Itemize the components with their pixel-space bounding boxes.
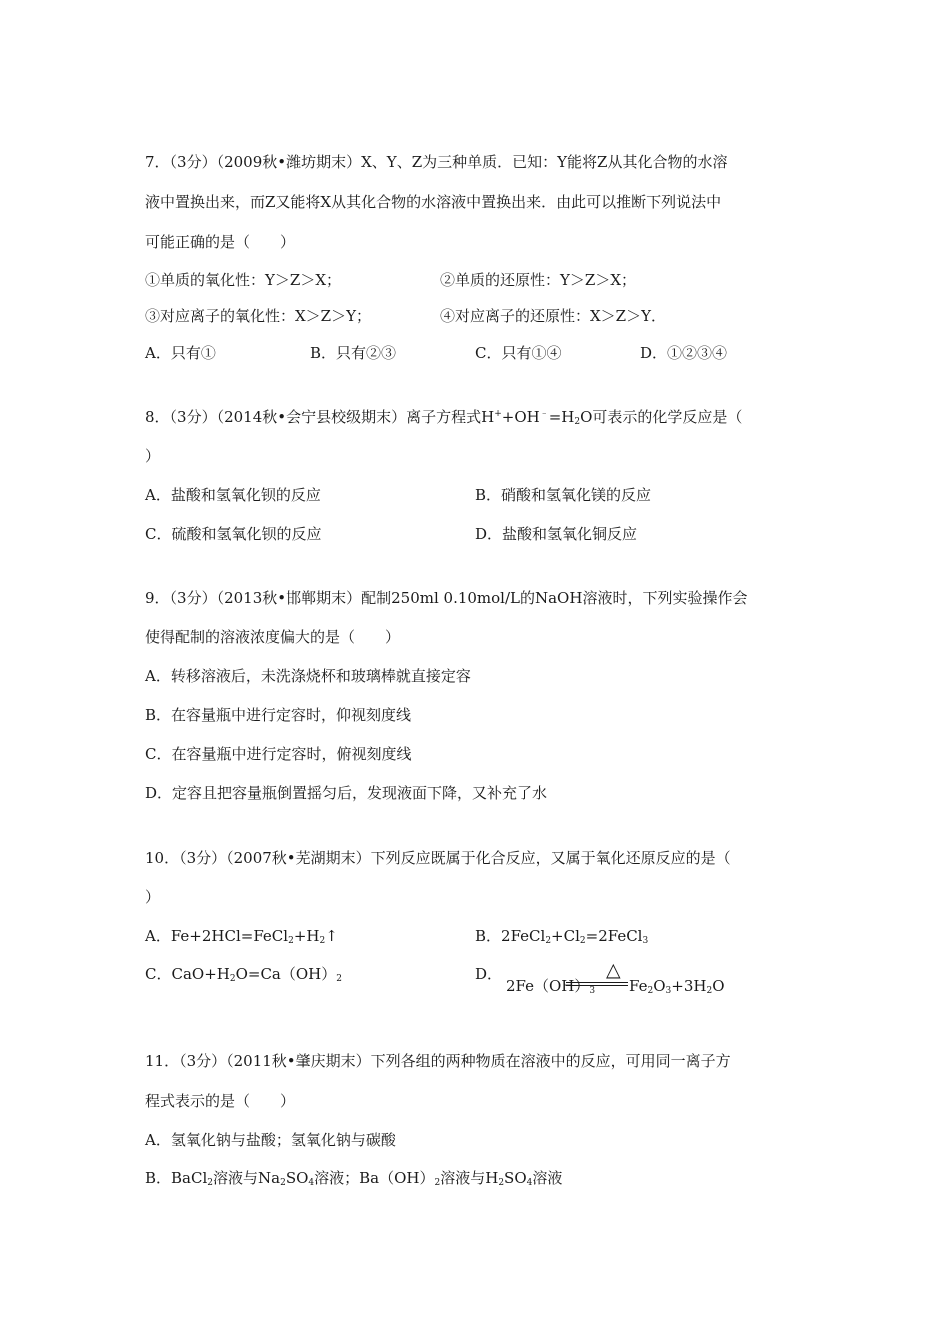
q10-d-rhs-sub-3: 2 [706,986,713,996]
q9-option-d[interactable]: D．定容且把容量瓶倒置摇匀后，发现液面下降，又补充了水 [145,784,548,802]
q10-d-rhs [629,976,725,996]
heating-triangle-icon: △ [606,959,621,981]
q10-c-text: C．CaO+H [145,965,230,983]
q7-stem-line-2: 液中置换出来，而Z又能将X从其化合物的水溶液中置换出来．由此可以推断下列说法中 [145,193,722,211]
q11-stem-line-2: 程式表示的是（ ） [145,1092,296,1110]
q10-d-rhs-sub-2: 3 [665,986,672,996]
q7-option-c[interactable]: C．只有①④ [475,344,562,362]
q7-statement-3: ③对应离子的氧化性：X＞Z＞Y； [145,307,372,325]
q7-option-d[interactable]: D．①②③④ [640,344,728,362]
q10-a-up-arrow: ↑ [325,927,338,945]
q10-d-rhs-sub-1: 2 [647,986,654,996]
q10-d-rhs-post: O [712,977,725,995]
q7-option-a[interactable]: A．只有① [145,344,216,362]
q8-eq-pre: =H [548,408,575,426]
q10-a-mid: +H [293,927,320,945]
q11-b-mid-2: SO [285,1169,309,1187]
q11-b-sub-4: 2 [434,1178,441,1188]
q7-stem-line-1: 7．（3分）（2009秋•潍坊期末）X、Y、Z为三种单质．已知：Y能将Z从其化合物的水溶 [145,153,728,171]
q11-b-sub-2: 2 [280,1178,286,1188]
q11-option-a[interactable]: A．氢氧化钠与盐酸；氢氧化钠与碳酸 [145,1131,396,1149]
q11-b-sub-1: 2 [207,1178,213,1188]
q7-statement-1: ①单质的氧化性：Y＞Z＞X； [145,271,342,289]
q10-stem-line-1: 10．（3分）（2007秋•芜湖期末）下列反应既属于化合反应，又属于氧化还原反应的是（ [145,849,731,867]
reaction-double-line-top [566,982,628,983]
q10-c-sub-2: 2 [336,974,342,984]
q7-statement-4: ④对应离子的还原性：X＞Z＞Y． [440,307,667,325]
q10-b-mid: +Cl [551,927,580,945]
q10-b-text: B．2FeCl [475,927,546,945]
q10-b-sub-1: 2 [545,936,552,946]
q10-a-sub-1: 2 [288,936,294,946]
q7-stem-line-3: 可能正确的是（ ） [145,233,296,251]
q11-b-sub-5: 2 [498,1178,505,1188]
q8-minus-sup: ﹣ [539,409,549,419]
q11-stem-line-1: 11．（3分）（2011秋•肇庆期末）下列各组的两种物质在溶液中的反应，可用同一离子方 [145,1052,731,1070]
q8-option-b[interactable]: B．硝酸和氢氧化镁的反应 [475,486,652,504]
q10-option-a[interactable] [145,926,338,946]
q10-d-rhs-mid: O [653,977,666,995]
q10-option-d-label[interactable]: D． [475,965,503,983]
q10-b-sub-2: 2 [579,936,586,946]
q10-a-text: A．Fe+2HCl=FeCl [145,927,289,945]
q9-stem-line-2: 使得配制的溶液浓度偏大的是（ ） [145,628,401,646]
q10-option-c[interactable] [145,964,342,984]
q10-d-rhs-mid-2: +3H [671,977,707,995]
q10-b-mid-2: =2FeCl [585,927,643,945]
q8-sub-2: 2 [574,417,581,427]
q7-statement-2: ②单质的还原性：Y＞Z＞X； [440,271,637,289]
q10-d-lhs [506,976,595,996]
q10-d-rhs-text: Fe [629,977,648,995]
q10-c-mid: O=Ca（OH） [235,965,337,983]
q8-plus-sup: + [494,409,502,419]
q10-c-sub-1: 2 [229,974,236,984]
q8-stem-line-1 [145,407,742,427]
q11-b-mid-3: 溶液；Ba（OH） [314,1169,435,1187]
q10-stem-line-2: ） [145,888,161,906]
q9-stem-line-1: 9．（3分）（2013秋•邯郸期末）配制250ml 0.10mol/L的NaOH溶液时，下列实验操作会 [145,589,748,607]
q7-option-b[interactable]: B．只有②③ [310,344,397,362]
q11-b-sub-3: 4 [308,1178,315,1188]
q8-option-a[interactable]: A．盐酸和氢氧化钡的反应 [145,486,321,504]
q11-b-mid-4: 溶液与H [440,1169,499,1187]
q10-option-d-equation[interactable] [478,960,738,1004]
q11-option-b[interactable] [145,1168,562,1188]
q9-option-c[interactable]: C．在容量瓶中进行定容时，俯视刻度线 [145,745,412,763]
reaction-double-line-bottom [566,985,628,986]
q10-a-sub-2: 2 [319,936,326,946]
q10-b-sub-3: 3 [642,936,649,946]
q11-b-mid-5: SO [504,1169,527,1187]
q8-eq-post: O可表示的化学反应是（ [580,408,743,426]
q11-b-mid: 溶液与Na [213,1169,281,1187]
q10-d-lhs-sub: 3 [589,986,596,996]
q9-option-a[interactable]: A．转移溶液后，未洗涤烧杯和玻璃棒就直接定容 [145,667,471,685]
q10-d-lhs-text: 2Fe（OH） [506,977,590,995]
q8-hydroxide: +OH [501,408,540,426]
q8-stem-line-2: ） [145,447,161,465]
q8-option-c[interactable]: C．硫酸和氢氧化钡的反应 [145,525,322,543]
q11-b-text: B．BaCl [145,1169,208,1187]
q10-option-b[interactable] [475,926,648,946]
q8-option-d[interactable]: D．盐酸和氢氧化铜反应 [475,525,638,543]
q9-option-b[interactable]: B．在容量瓶中进行定容时，仰视刻度线 [145,706,412,724]
q11-b-sub-6: 4 [526,1178,533,1188]
q11-b-post: 溶液 [532,1169,563,1187]
q8-stem-text: 8．（3分）（2014秋•会宁县校级期末）离子方程式H [145,408,495,426]
